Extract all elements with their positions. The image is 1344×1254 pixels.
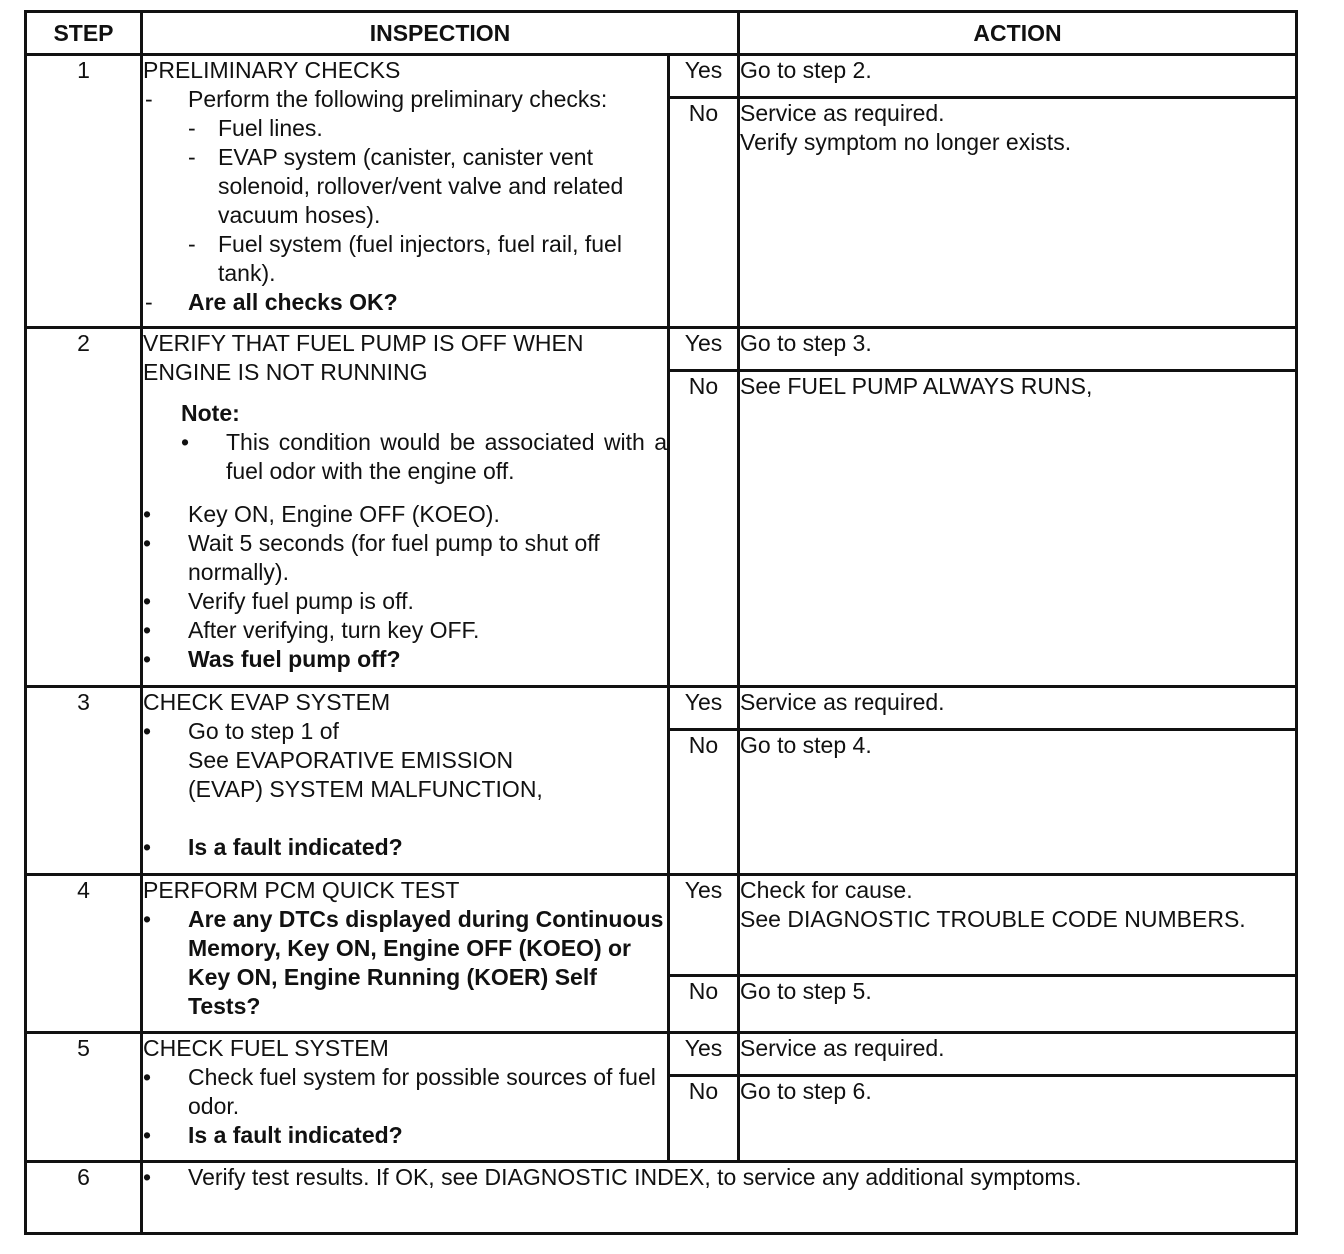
yes-label: Yes — [669, 875, 739, 976]
yes-action: Service as required. — [739, 1033, 1297, 1076]
note-label: Note: — [181, 400, 240, 426]
step-number: 5 — [26, 1033, 142, 1162]
step-5-yes-row — [26, 1033, 1297, 1076]
no-action: Go to step 4. — [739, 730, 1297, 875]
yes-label: Yes — [669, 1033, 739, 1076]
yes-action: Service as required. — [739, 687, 1297, 730]
sub-item: - Fuel system (fuel injectors, fuel rail, fuel tank). — [188, 231, 622, 286]
yes-label: Yes — [669, 328, 739, 371]
note-block — [143, 399, 667, 486]
yes-label: Yes — [669, 55, 739, 98]
no-action: Go to step 5. — [739, 976, 1297, 1033]
no-label: No — [669, 730, 739, 875]
step-2-inspection — [142, 328, 669, 687]
header-row — [26, 12, 1297, 55]
list-item: • Is a fault indicated? — [143, 1122, 403, 1148]
step-title: CHECK EVAP SYSTEM — [143, 689, 391, 715]
step-title: PRELIMINARY CHECKS — [143, 57, 401, 83]
step-1-inspection — [142, 55, 669, 328]
list-item: • Check fuel system for possible sources of fuel odor. — [143, 1064, 656, 1119]
sub-item: - EVAP system (canister, canister vent solenoid, rollover/vent valve and related vacuum hoses). — [188, 144, 624, 228]
step-question: Are any DTCs displayed during Continuous Memory, Key ON, Engine OFF (KOEO) or Key ON, Engine Running (KOER) Self Tests? — [188, 906, 664, 1019]
list-item: • Are any DTCs displayed during Continuous Memory, Key ON, Engine OFF (KOEO) or Key ON, Engine Running (KOER) Self Tests? — [143, 905, 667, 1021]
step-2-yes-row — [26, 328, 1297, 371]
no-action: Go to step 6. — [739, 1076, 1297, 1162]
yes-action: Check for cause. See DIAGNOSTIC TROUBLE CODE NUMBERS. — [739, 875, 1297, 976]
step-6-row — [26, 1162, 1297, 1234]
list-item: • Verify test results. If OK, see DIAGNOSTIC INDEX, to service any additional symptoms. — [143, 1164, 1082, 1190]
step-number: 1 — [26, 55, 142, 328]
list-item: - Perform the following preliminary checks: — [145, 86, 608, 112]
step-number: 3 — [26, 687, 142, 875]
step-5-inspection — [142, 1033, 669, 1162]
diagnostic-table — [24, 10, 1298, 1235]
step-title: ENGINE IS NOT RUNNING — [143, 359, 428, 385]
no-action: Service as required. Verify symptom no longer exists. — [739, 98, 1297, 328]
step-question: Is a fault indicated? — [188, 834, 403, 860]
step-3-yes-row — [26, 687, 1297, 730]
list-item: - Are all checks OK? — [145, 289, 398, 315]
no-label: No — [669, 976, 739, 1033]
list-item: • Wait 5 seconds (for fuel pump to shut off normally). — [143, 530, 600, 585]
list-item: • Verify fuel pump is off. — [143, 588, 414, 614]
step-1-yes-row — [26, 55, 1297, 98]
list-item: • This condition would be associated with a fuel odor with the engine off. — [181, 429, 667, 484]
list-item: • Is a fault indicated? — [143, 834, 403, 860]
step-number: 6 — [26, 1162, 142, 1234]
yes-label: Yes — [669, 687, 739, 730]
list-item: • Was fuel pump off? — [143, 646, 401, 672]
step-number: 4 — [26, 875, 142, 1033]
header-inspection: INSPECTION — [142, 12, 739, 55]
no-label: No — [669, 98, 739, 328]
step-question: Is a fault indicated? — [188, 1122, 403, 1148]
list-item: • After verifying, turn key OFF. — [143, 617, 480, 643]
no-label: No — [669, 1076, 739, 1162]
sub-item: - Fuel lines. — [188, 115, 323, 141]
step-question: Are all checks OK? — [188, 289, 398, 315]
step-title: PERFORM PCM QUICK TEST — [143, 877, 460, 903]
step-6-inspection — [142, 1162, 1297, 1234]
step-question: Was fuel pump off? — [188, 646, 401, 672]
yes-action: Go to step 2. — [739, 55, 1297, 98]
step-number: 2 — [26, 328, 142, 687]
step-title: VERIFY THAT FUEL PUMP IS OFF WHEN — [143, 330, 584, 356]
step-4-inspection — [142, 875, 669, 1033]
header-action: ACTION — [739, 12, 1297, 55]
step-4-yes-row — [26, 875, 1297, 976]
step-title: CHECK FUEL SYSTEM — [143, 1035, 389, 1061]
list-item: • Key ON, Engine OFF (KOEO). — [143, 501, 500, 527]
no-label: No — [669, 371, 739, 687]
header-step: STEP — [26, 12, 142, 55]
no-action: See FUEL PUMP ALWAYS RUNS, — [739, 371, 1297, 687]
list-item: • Go to step 1 of See EVAPORATIVE EMISSION (EVAP) SYSTEM MALFUNCTION, — [143, 718, 543, 802]
yes-action: Go to step 3. — [739, 328, 1297, 371]
step-3-inspection — [142, 687, 669, 875]
